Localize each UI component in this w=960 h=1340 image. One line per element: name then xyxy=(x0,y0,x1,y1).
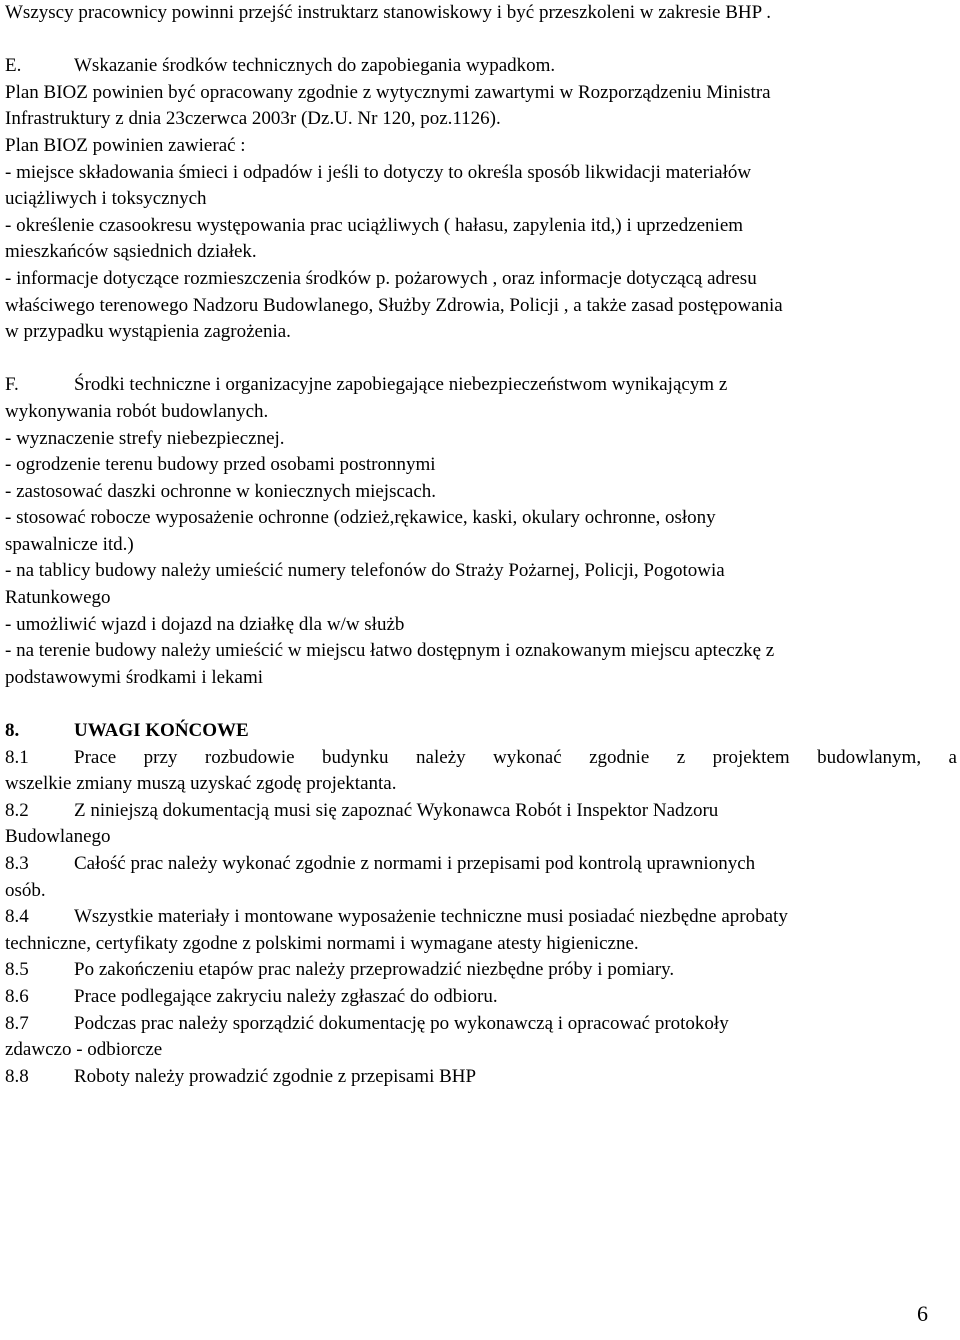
item-text: Podczas prac należy sporządzić dokumentację po wykonawczą i opracować protokoły xyxy=(74,1012,729,1034)
list-item-8-6 xyxy=(5,984,957,1011)
list-item-8-2 xyxy=(5,798,957,825)
section-f-line: wykonywania robót budowlanych. xyxy=(5,400,269,422)
item-text: Po zakończeniu etapów prac należy przeprowadzić niezbędne próby i pomiary. xyxy=(74,959,675,981)
section-e-line: mieszkańców sąsiednich działek. xyxy=(5,241,257,263)
item-text: Całość prac należy wykonać zgodnie z normami i przepisami pod kontrolą uprawnionych xyxy=(74,853,756,874)
item-number: 8.7 xyxy=(5,1012,29,1034)
section-e-line: w przypadku wystąpienia zagrożenia. xyxy=(5,321,291,343)
item-number: 8.8 xyxy=(5,1065,29,1087)
section-f-line: - umożliwić wjazd i dojazd na działkę dla w/w służb xyxy=(5,613,405,635)
section-e-letter: E. xyxy=(5,55,22,77)
section-f-line: - stosować robocze wyposażenie ochronne (odzież,rękawice, kaski, okulary ochronne, osłony xyxy=(5,507,716,529)
list-item-8-8 xyxy=(5,1064,957,1091)
section-f-line: Ratunkowego xyxy=(5,587,111,609)
spacer xyxy=(5,346,957,373)
section-f-title: Środki techniczne i organizacyjne zapobiegające niebezpieczeństwom wynikającym z xyxy=(74,374,728,396)
list-item-8-7 xyxy=(5,1011,957,1038)
section-f-line: - na terenie budowy należy umieścić w miejscu łatwo dostępnym i oznakowanym miejscu apteczkę z xyxy=(5,640,775,662)
item-continuation: zdawczo - odbiorcze xyxy=(5,1039,163,1061)
spacer xyxy=(5,27,957,54)
section-8-title: UWAGI KOŃCOWE xyxy=(74,720,249,742)
intro-paragraph: Wszyscy pracownicy powinni przejść instruktarz stanowiskowy i być przeszkoleni w zakresie BHP . xyxy=(5,2,771,23)
section-e-title: Wskazanie środków technicznych do zapobiegania wypadkom. xyxy=(74,55,556,77)
page-number: 6 xyxy=(917,1301,928,1326)
list-item-8-5 xyxy=(5,957,957,984)
section-f-line: - ogrodzenie terenu budowy przed osobami postronnymi xyxy=(5,454,436,476)
list-item-8-1 xyxy=(5,745,957,772)
section-e-line: uciążliwych i toksycznych xyxy=(5,188,207,210)
item-continuation: osób. xyxy=(5,879,46,901)
section-e-heading xyxy=(5,53,957,80)
section-e-line: - informacje dotyczące rozmieszczenia środków p. pożarowych , oraz informacje dotyczącą adresu xyxy=(5,267,757,289)
section-f-line: - na tablicy budowy należy umieścić numery telefonów do Straży Pożarnej, Policji, Pogotowia xyxy=(5,560,725,582)
section-f-line: spawalnicze itd.) xyxy=(5,533,134,555)
item-continuation: Budowlanego xyxy=(5,826,111,848)
section-e-line: - określenie czasookresu występowania prac uciążliwych ( hałasu, zapylenia itd,) i uprzedzeniem xyxy=(5,214,744,236)
item-number: 8.3 xyxy=(5,853,29,874)
section-e-line: - miejsce składowania śmieci i odpadów i jeśli to dotyczy to określa sposób likwidacji materiałów xyxy=(5,161,752,183)
section-e-line: właściwego terenowego Nadzoru Budowlanego, Służby Zdrowia, Policji , a także zasad postępowania xyxy=(5,294,783,316)
item-number: 8.2 xyxy=(5,799,29,821)
section-f-line: - wyznaczenie strefy niebezpiecznej. xyxy=(5,427,285,449)
item-number: 8.6 xyxy=(5,985,29,1007)
item-text: Wszystkie materiały i montowane wyposażenie techniczne musi posiadać niezbędne aprobaty xyxy=(74,906,788,928)
section-e-line: Plan BIOZ powinien zawierać : xyxy=(5,134,246,156)
item-number: 8.4 xyxy=(5,906,29,928)
section-8-number: 8. xyxy=(5,720,20,742)
section-e-line: Infrastruktury z dnia 23czerwca 2003r (Dz.U. Nr 120, poz.1126). xyxy=(5,108,501,130)
spacer xyxy=(5,691,957,718)
section-e-line: Plan BIOZ powinien być opracowany zgodnie z wytycznymi zawartymi w Rozporządzeniu Ministra xyxy=(5,81,771,103)
item-text: Prace przy rozbudowie budynku należy wykonać zgodnie z projektem budowlanym, a xyxy=(74,746,957,768)
item-number: 8.1 xyxy=(5,746,29,768)
item-continuation: techniczne, certyfikaty zgodne z polskimi normami i wymagane atesty higieniczne. xyxy=(5,932,639,954)
item-continuation: wszelkie zmiany muszą uzyskać zgodę projektanta. xyxy=(5,773,397,795)
section-f-letter: F. xyxy=(5,374,19,396)
section-8-heading xyxy=(5,718,957,745)
list-item-8-4 xyxy=(5,904,957,931)
item-text: Prace podlegające zakryciu należy zgłaszać do odbioru. xyxy=(74,985,498,1007)
section-f-heading xyxy=(5,372,957,399)
item-number: 8.5 xyxy=(5,959,29,981)
document-page xyxy=(5,0,957,1090)
section-f-line: podstawowymi środkami i lekami xyxy=(5,666,264,688)
item-text: Roboty należy prowadzić zgodnie z przepisami BHP xyxy=(74,1065,477,1087)
item-text: Z niniejszą dokumentacją musi się zapoznać Wykonawca Robót i Inspektor Nadzoru xyxy=(74,799,719,821)
section-f-line: - zastosować daszki ochronne w koniecznych miejscach. xyxy=(5,480,437,502)
list-item-8-3 xyxy=(5,851,957,878)
